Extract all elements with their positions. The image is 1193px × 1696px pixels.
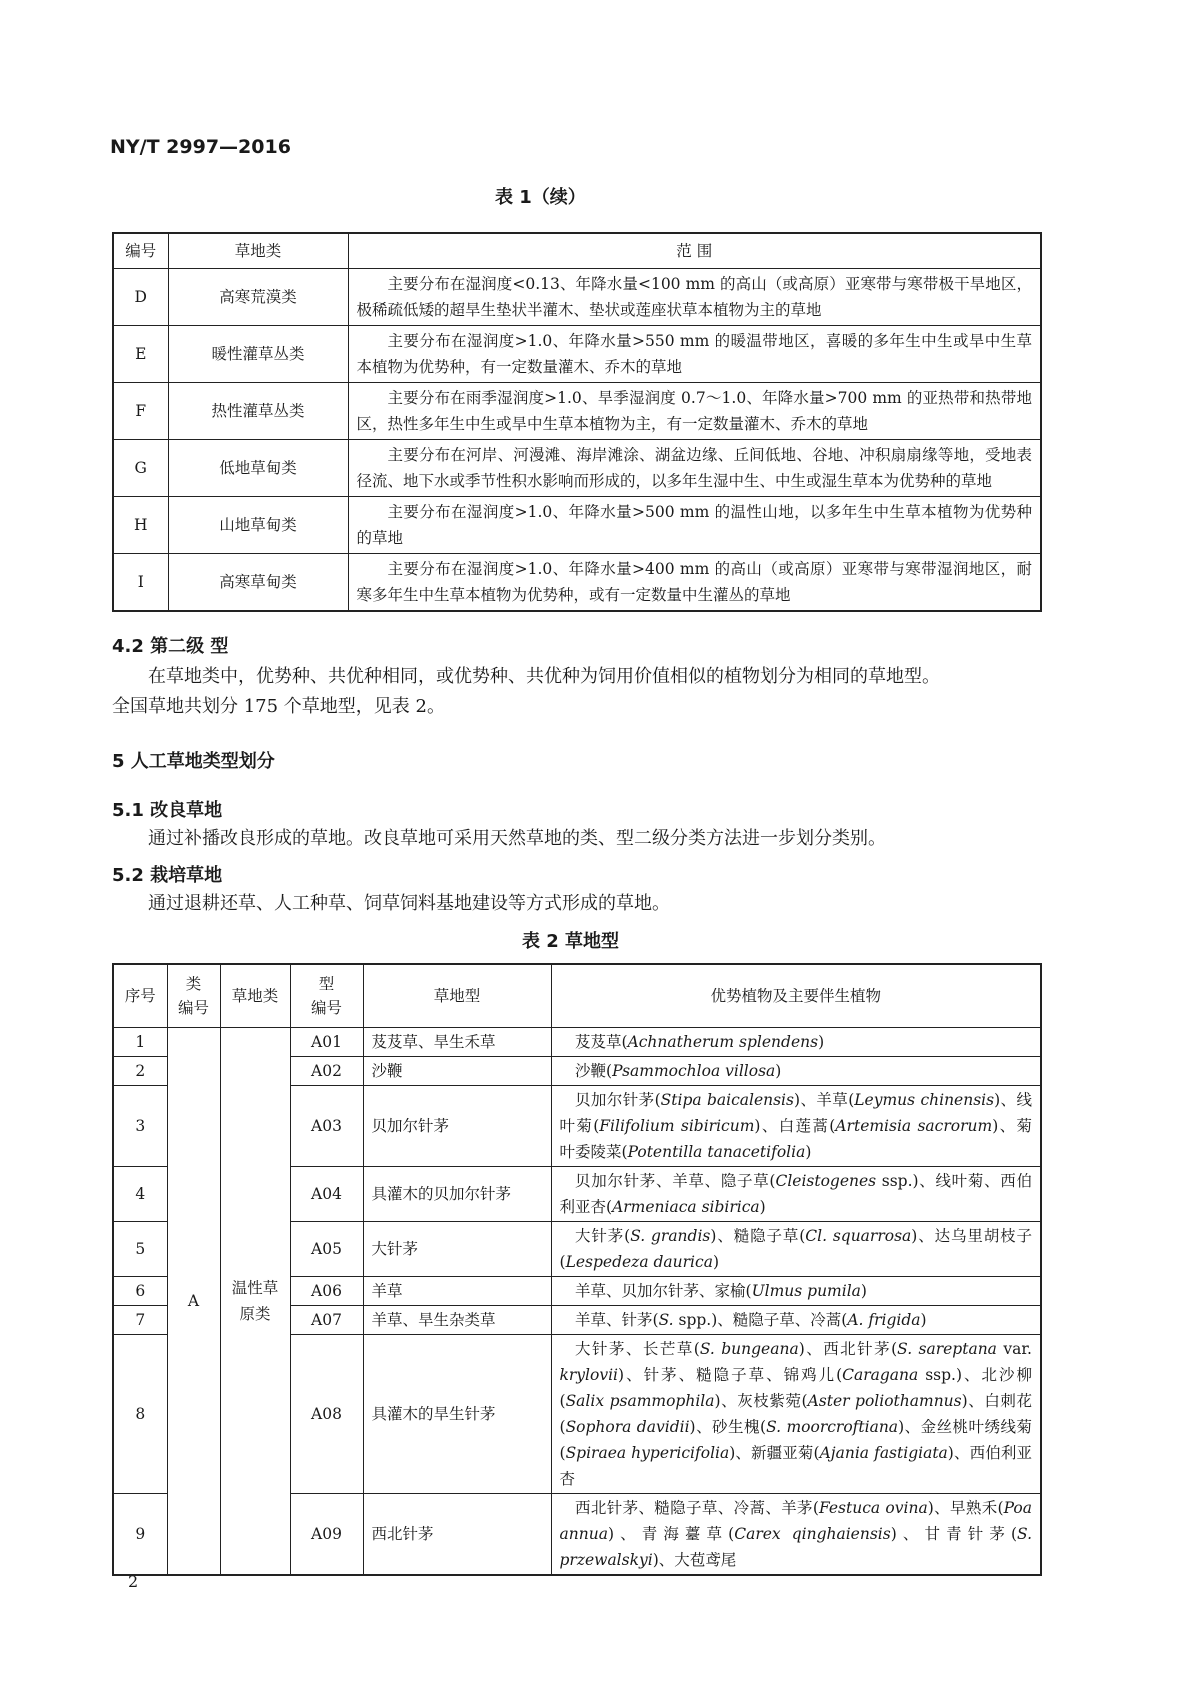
row-seq: 4 [113, 1167, 167, 1222]
row-plants: 芨芨草(Achnatherum splendens) [551, 1028, 1041, 1057]
row-type: 贝加尔针茅 [363, 1086, 551, 1167]
table2-header-row [113, 964, 1041, 1028]
table-row [113, 440, 1041, 497]
table2-header-plants: 优势植物及主要伴生植物 [551, 964, 1041, 1028]
row-seq: 8 [113, 1335, 167, 1494]
row-scope: 主要分布在河岸、河漫滩、海岸滩涂、湖盆边缘、丘间低地、谷地、冲积扇扇缘等地，受地表径流、地下水或季节性积水影响而形成的，以多年生湿中生、中生或湿生草本为优势种的草地 [348, 440, 1041, 497]
table1-caption: 表 1（续） [495, 187, 586, 208]
row-seq: 5 [113, 1222, 167, 1277]
class-name-cell: 温性草 原类 [220, 1028, 290, 1576]
row-class: 低地草甸类 [168, 440, 348, 497]
section-5-1-paragraph: 通过补播改良形成的草地。改良草地可采用天然草地的类、型二级分类方法进一步划分类别。 [148, 828, 886, 849]
row-type-code: A09 [290, 1494, 363, 1576]
row-code: E [113, 326, 168, 383]
table2-header-type-code: 型 编号 [290, 964, 363, 1028]
table-row [113, 326, 1041, 383]
table2-caption: 表 2 草地型 [522, 931, 620, 952]
table-row [113, 1028, 1041, 1057]
section-5-2-paragraph: 通过退耕还草、人工种草、饲草饲料基地建设等方式形成的草地。 [148, 893, 670, 914]
class-code-cell: A [167, 1028, 220, 1576]
row-seq: 2 [113, 1057, 167, 1086]
row-plants: 羊草、贝加尔针茅、家榆(Ulmus pumila) [551, 1277, 1041, 1306]
table1-header-class: 草地类 [168, 233, 348, 269]
table2-header-type: 草地型 [363, 964, 551, 1028]
row-type-code: A03 [290, 1086, 363, 1167]
row-plants: 羊草、针茅(S. spp.)、糙隐子草、冷蒿(A. frigida) [551, 1306, 1041, 1335]
page-number: 2 [128, 1572, 139, 1591]
table1 [112, 232, 1042, 612]
section-5-2-heading: 5.2 栽培草地 [112, 865, 223, 886]
table2 [112, 963, 1042, 1576]
row-class: 山地草甸类 [168, 497, 348, 554]
row-scope: 主要分布在湿润度>1.0、年降水量>550 mm 的暖温带地区，喜暖的多年生中生或旱中生草本植物为优势种，有一定数量灌木、乔木的草地 [348, 326, 1041, 383]
row-code: I [113, 554, 168, 612]
row-type: 西北针茅 [363, 1494, 551, 1576]
row-plants: 大针茅(S. grandis)、糙隐子草(Cl. squarrosa)、达乌里胡枝子(Lespedeza daurica) [551, 1222, 1041, 1277]
row-seq: 9 [113, 1494, 167, 1576]
row-type: 大针茅 [363, 1222, 551, 1277]
row-scope: 主要分布在湿润度<0.13、年降水量<100 mm 的高山（或高原）亚寒带与寒带极干旱地区，极稀疏低矮的超旱生垫状半灌木、垫状或莲座状草本植物为主的草地 [348, 269, 1041, 326]
table-row [113, 383, 1041, 440]
section-4-2-heading: 4.2 第二级 型 [112, 636, 229, 657]
row-type-code: A07 [290, 1306, 363, 1335]
row-scope: 主要分布在雨季湿润度>1.0、旱季湿润度 0.7～1.0、年降水量>700 mm 的亚热带和热带地区，热性多年生中生或旱中生草本植物为主，有一定数量灌木、乔木的草地 [348, 383, 1041, 440]
row-type-code: A05 [290, 1222, 363, 1277]
row-seq: 7 [113, 1306, 167, 1335]
row-code: F [113, 383, 168, 440]
row-seq: 1 [113, 1028, 167, 1057]
row-plants: 西北针茅、糙隐子草、冷蒿、羊茅(Festuca ovina)、早熟禾(Poa annua)、青海薹草(Carex qinghaiensis)、甘青针茅(S. przewalskyi)、大苞鸢尾 [551, 1494, 1041, 1576]
row-seq: 3 [113, 1086, 167, 1167]
row-type: 芨芨草、旱生禾草 [363, 1028, 551, 1057]
row-seq: 6 [113, 1277, 167, 1306]
table1-header-row [113, 233, 1041, 269]
table-row [113, 554, 1041, 612]
row-code: G [113, 440, 168, 497]
row-code: D [113, 269, 168, 326]
row-plants: 大针茅、长芒草(S. bungeana)、西北针茅(S. sareptana var. krylovii)、针茅、糙隐子草、锦鸡儿(Caragana ssp.)、北沙柳(Salix psammophila)、灰枝紫菀(Aster poliothamnus)、白刺花(Sophora davidii)、砂生槐(S. moorcroftiana)、金丝桃叶绣线菊(Spiraea hypericifolia)、新疆亚菊(Ajania fastigiata)、西伯利亚杏 [551, 1335, 1041, 1494]
row-plants: 贝加尔针茅(Stipa baicalensis)、羊草(Leymus chinensis)、线叶菊(Filifolium sibiricum)、白莲蒿(Artemisia sacrorum)、菊叶委陵菜(Potentilla tanacetifolia) [551, 1086, 1041, 1167]
row-type-code: A06 [290, 1277, 363, 1306]
row-type: 羊草 [363, 1277, 551, 1306]
table2-header-class: 草地类 [220, 964, 290, 1028]
row-scope: 主要分布在湿润度>1.0、年降水量>500 mm 的温性山地，以多年生中生草本植物为优势种的草地 [348, 497, 1041, 554]
table1-header-code: 编号 [113, 233, 168, 269]
section-5-heading: 5 人工草地类型划分 [112, 751, 275, 772]
standard-code: NY/T 2997—2016 [110, 136, 291, 158]
row-type: 沙鞭 [363, 1057, 551, 1086]
row-type: 具灌木的贝加尔针茅 [363, 1167, 551, 1222]
row-scope: 主要分布在湿润度>1.0、年降水量>400 mm 的高山（或高原）亚寒带与寒带湿润地区，耐寒多年生中生草本植物为优势种，或有一定数量中生灌丛的草地 [348, 554, 1041, 612]
row-class: 高寒荒漠类 [168, 269, 348, 326]
row-plants: 贝加尔针茅、羊草、隐子草(Cleistogenes ssp.)、线叶菊、西伯利亚杏(Armeniaca sibirica) [551, 1167, 1041, 1222]
table2-header-class-code: 类 编号 [167, 964, 220, 1028]
row-type: 具灌木的旱生针茅 [363, 1335, 551, 1494]
section-5-1-heading: 5.1 改良草地 [112, 800, 223, 821]
row-type-code: A04 [290, 1167, 363, 1222]
row-class: 暖性灌草丛类 [168, 326, 348, 383]
row-code: H [113, 497, 168, 554]
row-type-code: A01 [290, 1028, 363, 1057]
table-row [113, 269, 1041, 326]
row-class: 热性灌草丛类 [168, 383, 348, 440]
table-row [113, 497, 1041, 554]
section-4-2-paragraph: 在草地类中，优势种、共优种相同，或优势种、共优种为饲用价值相似的植物划分为相同的草地型。 全国草地共划分 175 个草地型，见表 2。 [112, 666, 940, 717]
table1-header-scope: 范 围 [348, 233, 1041, 269]
row-class: 高寒草甸类 [168, 554, 348, 612]
table2-header-seq: 序号 [113, 964, 167, 1028]
row-plants: 沙鞭(Psammochloa villosa) [551, 1057, 1041, 1086]
row-type-code: A02 [290, 1057, 363, 1086]
row-type: 羊草、旱生杂类草 [363, 1306, 551, 1335]
row-type-code: A08 [290, 1335, 363, 1494]
